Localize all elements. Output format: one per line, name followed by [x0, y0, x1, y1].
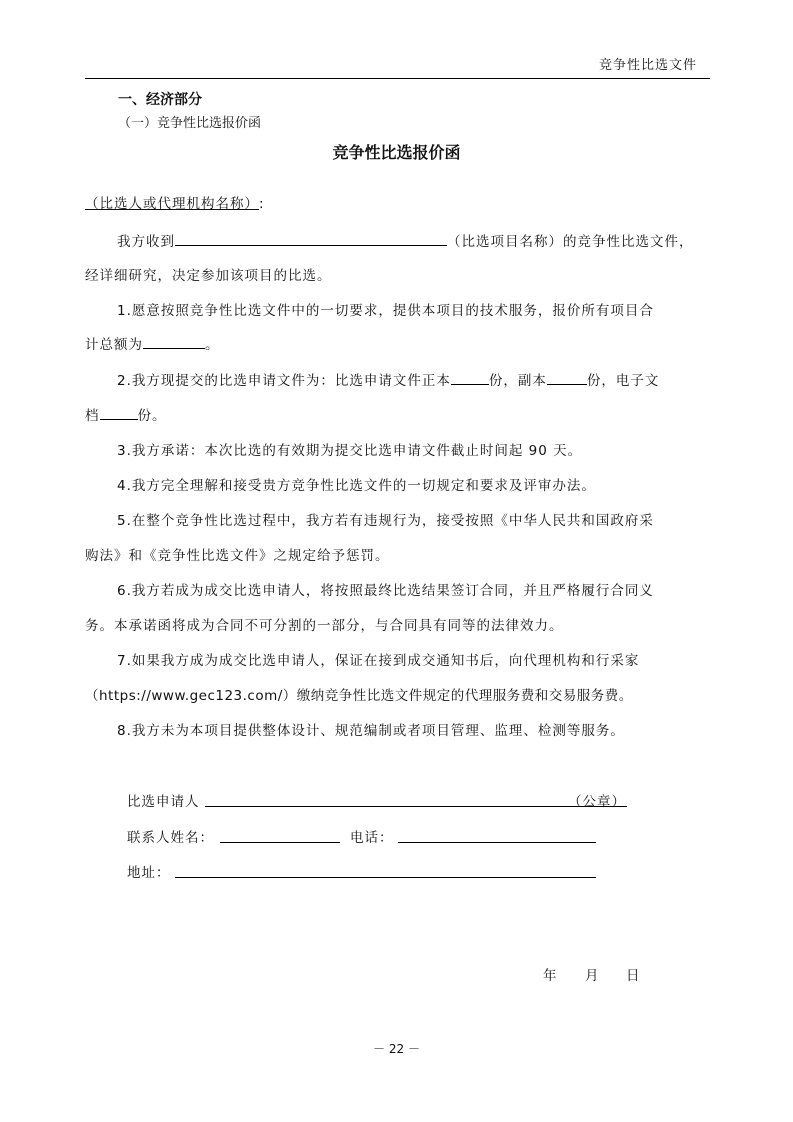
address-label: 地址：: [127, 865, 171, 881]
addressee-colon: :: [259, 196, 265, 212]
clause-6-line-1: 6.我方若成为成交比选申请人，将按照最终比选结果签订合同，并且严格履行合同义: [117, 583, 654, 599]
total-amount-blank: [143, 335, 205, 349]
clause-2-line-1: 2.我方现提交的比选申请文件为：比选申请文件正本 份，副本 份，电子文: [117, 373, 660, 389]
clause-6-line-2: 务。本承诺函将成为合同不可分割的一部分，与合同具有同等的法律效力。: [85, 618, 564, 634]
date-month: 月: [585, 968, 600, 984]
date-day: 日: [626, 968, 641, 984]
contact-label: 联系人姓名：: [127, 830, 214, 846]
clause-7-line-1: 7.如果我方成为成交比选申请人，保证在接到成交通知书后，向代理机构和行采家: [117, 653, 640, 669]
section-subheading: （一）竞争性比选报价函: [118, 116, 262, 131]
addressee-line: [85, 192, 265, 212]
copy-count-blank: [547, 371, 587, 385]
clause-4: 4.我方完全理解和接受贵方竞争性比选文件的一切规定和要求及评审办法。: [117, 478, 596, 494]
seal-label: （公章）: [568, 794, 626, 810]
clause-8: 8.我方未为本项目提供整体设计、规范编制或者项目管理、监理、检测等服务。: [117, 723, 625, 739]
receipt-text: 我方收到: [117, 234, 175, 250]
addressee: （比选人或代理机构名称）: [85, 196, 259, 212]
document-title: 竞争性比选报价函: [332, 143, 461, 162]
page-number: － 22 －: [373, 1042, 420, 1056]
paragraph-receipt: [117, 230, 694, 250]
phone-line: [398, 842, 596, 843]
clause-3: 3.我方承诺：本次比选的有效期为提交比选申请文件截止时间起 90 天。: [117, 443, 583, 459]
applicant-signature-line: [205, 806, 627, 807]
running-header: 竞争性比选文件: [599, 58, 698, 73]
clause-1-line-1: 1.愿意按照竞争性比选文件中的一切要求，提供本项目的技术服务，报价所有项目合: [117, 303, 654, 319]
date-year: 年: [543, 968, 558, 984]
clause-5-line-2: 购法》和《竞争性比选文件》之规定给予惩罚。: [85, 548, 390, 564]
phone-label: 电话：: [350, 830, 394, 846]
electronic-count-blank: [100, 406, 138, 420]
project-name-blank: [175, 232, 447, 246]
clause-1-line-2: 计总额为 。: [85, 337, 220, 353]
address-line: [175, 877, 596, 878]
clause-2-line-2: 档 份。: [85, 408, 167, 424]
applicant-label: 比选申请人: [127, 794, 200, 810]
header-rule: [85, 78, 710, 79]
original-count-blank: [451, 371, 489, 385]
receipt-text-2: （比选项目名称）的竞争性比选文件，: [447, 234, 694, 250]
section-heading: 一、经济部分: [118, 92, 202, 108]
contact-name-line: [220, 842, 340, 843]
clause-5-line-1: 5.在整个竞争性比选过程中，我方若有违规行为，接受按照《中华人民共和国政府采: [117, 513, 654, 529]
paragraph-receipt-cont: 经详细研究，决定参加该项目的比选。: [85, 268, 332, 284]
clause-7-line-2: （https://www.gec123.com/）缴纳竞争性比选文件规定的代理服务费和交易服务费。: [85, 688, 633, 704]
